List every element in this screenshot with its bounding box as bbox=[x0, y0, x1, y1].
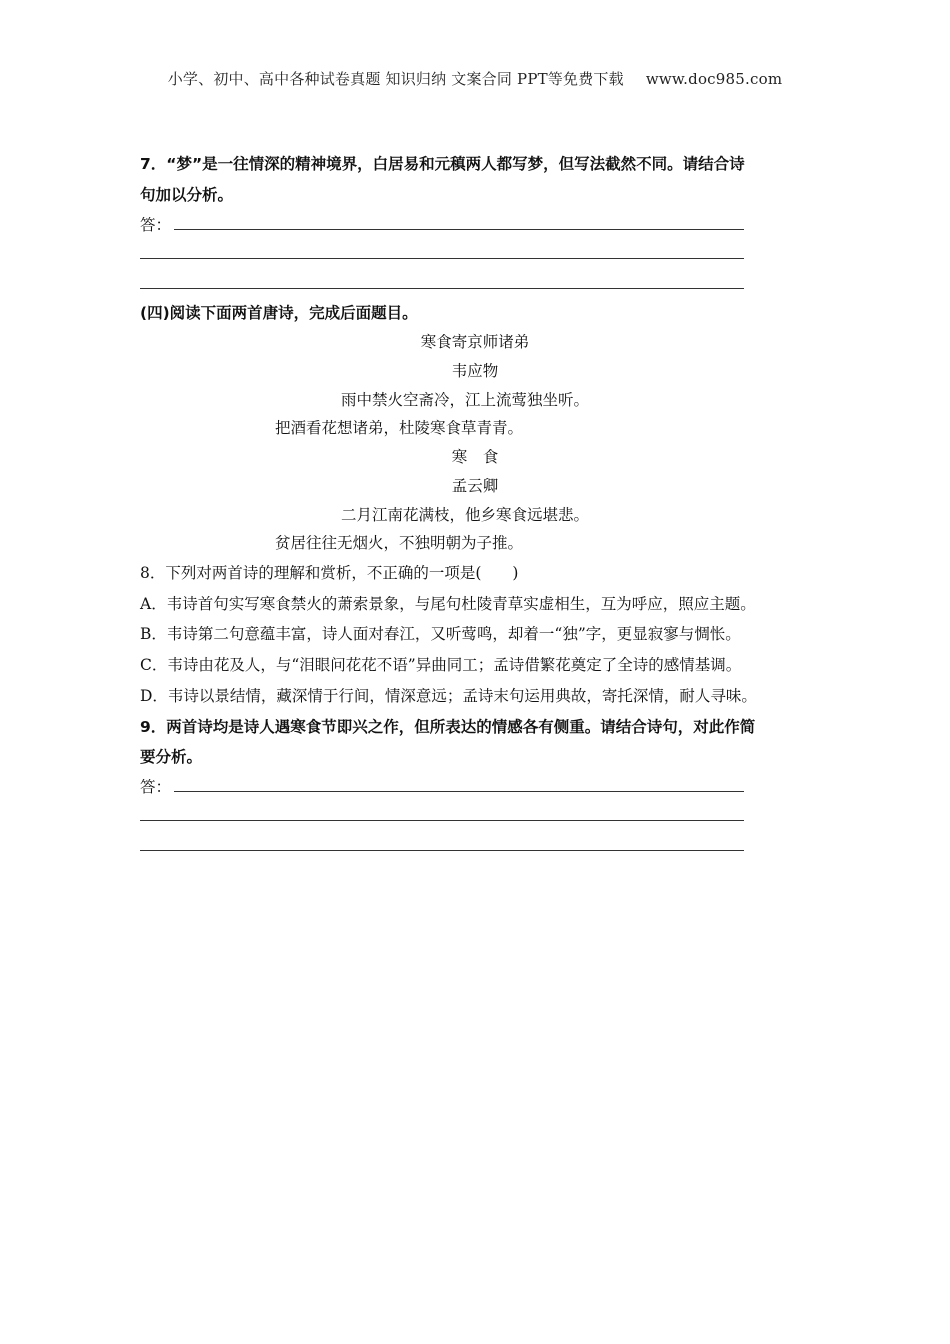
q9-answer-line-3[interactable] bbox=[140, 850, 744, 851]
q9-answer-line-1[interactable] bbox=[174, 791, 744, 792]
poem2-author: 孟云卿 bbox=[451, 477, 499, 495]
poem2-title: 寒 食 bbox=[451, 448, 499, 466]
header-text: 小学、初中、高中各种试卷真题 知识归纳 文案合同 PPT等免费下载 bbox=[167, 70, 624, 88]
q7-line2: 句加以分析。 bbox=[140, 186, 234, 204]
q7-answer-line-2[interactable] bbox=[140, 258, 744, 259]
q8-option-c[interactable]: C．韦诗由花及人，与“泪眼问花花不语”异曲同工；孟诗借繁花奠定了全诗的感情基调。 bbox=[140, 656, 742, 674]
q8-option-d[interactable]: D．韦诗以景结情，藏深情于行间，情深意远；孟诗末句运用典故，寄托深情，耐人寻味。 bbox=[140, 687, 757, 705]
poem1-title: 寒食寄京师诸弟 bbox=[420, 333, 530, 351]
poem1-line1: 雨中禁火空斋冷，江上流莺独坐听。 bbox=[341, 391, 590, 409]
poem1-author: 韦应物 bbox=[451, 362, 499, 380]
q9-answer-label: 答： bbox=[140, 778, 172, 796]
section4-intro: (四)阅读下面两首唐诗，完成后面题目。 bbox=[140, 304, 418, 322]
q7-line1: 7．“梦”是一往情深的精神境界，白居易和元稹两人都写梦，但写法截然不同。请结合诗 bbox=[140, 155, 745, 173]
poem2-line2: 贫居往往无烟火，不独明朝为子推。 bbox=[275, 534, 524, 552]
q9-line1: 9．两首诗均是诗人遇寒食节即兴之作，但所表达的情感各有侧重。请结合诗句，对此作简 bbox=[140, 718, 756, 736]
poem1-line2: 把酒看花想诸弟，杜陵寒食草青青。 bbox=[275, 419, 524, 437]
q7-answer-label: 答： bbox=[140, 216, 172, 234]
q8-option-a[interactable]: A．韦诗首句实写寒食禁火的萧索景象，与尾句杜陵青草实虚相生，互为呼应，照应主题。 bbox=[140, 595, 756, 613]
header-url: www.doc985.com bbox=[645, 70, 783, 88]
q9-answer-line-2[interactable] bbox=[140, 820, 744, 821]
q7-answer-line-1[interactable] bbox=[174, 229, 744, 230]
poem2-line1: 二月江南花满枝，他乡寒食远堪悲。 bbox=[341, 506, 590, 524]
q9-line2: 要分析。 bbox=[140, 748, 203, 766]
q8-stem: 8．下列对两首诗的理解和赏析，不正确的一项是( ) bbox=[140, 564, 519, 582]
q7-answer-line-3[interactable] bbox=[140, 288, 744, 289]
q8-option-b[interactable]: B．韦诗第二句意蕴丰富，诗人面对春江，又听莺鸣，却着一“独”字，更显寂寥与惆怅。 bbox=[140, 625, 741, 643]
page-header bbox=[0, 68, 950, 89]
